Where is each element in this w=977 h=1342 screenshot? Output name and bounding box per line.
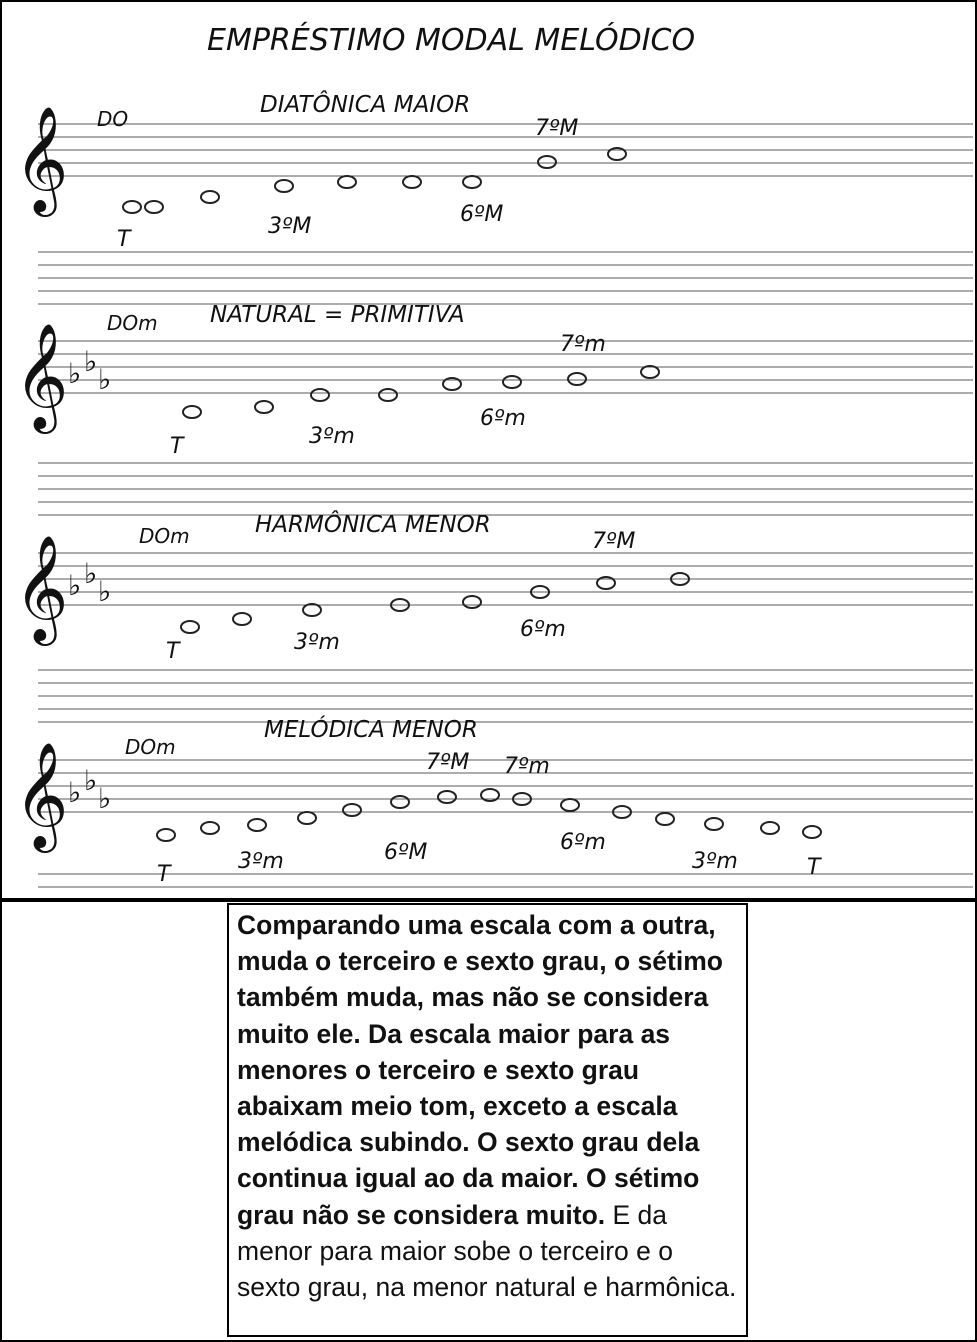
- staff-2-degree-7: 7ºm: [560, 332, 606, 357]
- staff-1-degree-7: 7ºM: [535, 116, 579, 141]
- note-head: [656, 813, 674, 825]
- staff-4-degree-t-start: T: [157, 862, 171, 887]
- staff-4-scale-name: MELÓDICA MENOR: [264, 717, 478, 743]
- staff-2-degree-6: 6ºm: [480, 406, 526, 431]
- note-head: [303, 604, 321, 616]
- note-head: [641, 366, 659, 378]
- staff-4-degree-6-down: 6ºm: [560, 830, 606, 855]
- flat-icon: ♭: [98, 363, 112, 396]
- staff-4-degree-7-up: 7ºM: [426, 750, 470, 775]
- note-head: [201, 191, 219, 203]
- flat-icon: ♭: [98, 782, 112, 815]
- staff-3-degree-3: 3ºm: [294, 630, 340, 655]
- note-head: [338, 176, 356, 188]
- staff-1-degree-6: 6ºM: [460, 202, 504, 227]
- note-head: [145, 201, 163, 213]
- treble-clef-icon: 𝄞: [14, 322, 69, 429]
- note-head: [123, 201, 141, 213]
- flat-icon: ♭: [68, 569, 82, 602]
- staff-4-degree-6-up: 6ºM: [384, 840, 428, 865]
- staff-4-degree-t-end: T: [807, 855, 821, 880]
- staff-1-degree-t: T: [117, 227, 131, 252]
- note-head: [181, 621, 199, 633]
- staff-3-degree-7: 7ºM: [592, 529, 636, 554]
- note-head: [248, 819, 266, 831]
- note-head: [311, 389, 329, 401]
- staff-3-key-label: DOm: [139, 524, 190, 548]
- staff-2-degree-t: T: [170, 434, 184, 459]
- note-head: [379, 389, 397, 401]
- note-head: [561, 799, 579, 811]
- note-head: [275, 180, 293, 192]
- note-head: [255, 401, 273, 413]
- staff-2-degree-3: 3ºm: [309, 424, 355, 449]
- staff-4-key-label: DOm: [125, 735, 176, 759]
- flat-icon: ♭: [98, 575, 112, 608]
- treble-clef-icon: 𝄞: [14, 105, 69, 212]
- treble-clef-icon: 𝄞: [14, 741, 69, 848]
- note-head: [803, 826, 821, 838]
- note-head: [157, 829, 175, 841]
- note-head: [538, 156, 556, 168]
- staff-4-degree-7-down: 7ºm: [504, 754, 550, 779]
- staff-3-degree-6: 6ºm: [520, 617, 566, 642]
- clefs: [14, 105, 111, 853]
- staff-1-key-label: DO: [97, 107, 129, 131]
- sheet-title: EMPRÉSTIMO MODAL MELÓDICO: [207, 23, 696, 58]
- note-head: [463, 596, 481, 608]
- flat-icon: ♭: [68, 357, 82, 390]
- staff-paper: [2, 2, 975, 898]
- note-head: [233, 613, 251, 625]
- flat-icon: ♭: [84, 345, 98, 378]
- note-head: [761, 822, 779, 834]
- note-head: [503, 376, 521, 388]
- flat-icon: ♭: [68, 776, 82, 809]
- staff-2-scale-name: NATURAL = PRIMITIVA: [210, 302, 465, 328]
- music-sheet: [2, 2, 975, 898]
- explanation-bold-text: Comparando uma escala com a outra, muda o terceiro e sexto grau, o sétimo também muda, mas não se considera muito ele. Da escala maior para as menores o terceiro e sexto grau abaixam meio tom, exceto a escala melódica subindo. O sexto grau dela continua igual ao da maior. O sétimo grau não se considera muito.: [237, 910, 723, 1230]
- note-head: [391, 796, 409, 808]
- explanation-box: [227, 903, 748, 1337]
- note-head: [705, 818, 723, 830]
- staff-1-degree-3: 3ºM: [268, 214, 312, 239]
- staff-lines: [38, 124, 973, 898]
- section-divider: [0, 898, 977, 902]
- staff-4-degree-3-up: 3ºm: [238, 849, 284, 874]
- note-head: [183, 406, 201, 418]
- explanation-normal-text: E da menor para maior sobe o terceiro e o sexto grau, na menor natural e harmônica.: [237, 1199, 737, 1303]
- staff-3-degree-t: T: [166, 639, 180, 664]
- treble-clef-icon: 𝄞: [14, 534, 69, 641]
- note-head: [343, 804, 361, 816]
- staff-2-key-label: DOm: [107, 311, 158, 335]
- flat-icon: ♭: [84, 557, 98, 590]
- note-head: [568, 373, 586, 385]
- note-head: [201, 822, 219, 834]
- staff-1-scale-name: DIATÔNICA MAIOR: [260, 92, 471, 118]
- note-head: [463, 176, 481, 188]
- flat-icon: ♭: [84, 764, 98, 797]
- note-head: [403, 176, 421, 188]
- note-head: [298, 812, 316, 824]
- staff-3-scale-name: HARMÔNICA MENOR: [255, 512, 491, 538]
- note-head: [438, 791, 456, 803]
- blank-area: [2, 903, 227, 1338]
- staff-4-degree-3-down: 3ºm: [692, 849, 738, 874]
